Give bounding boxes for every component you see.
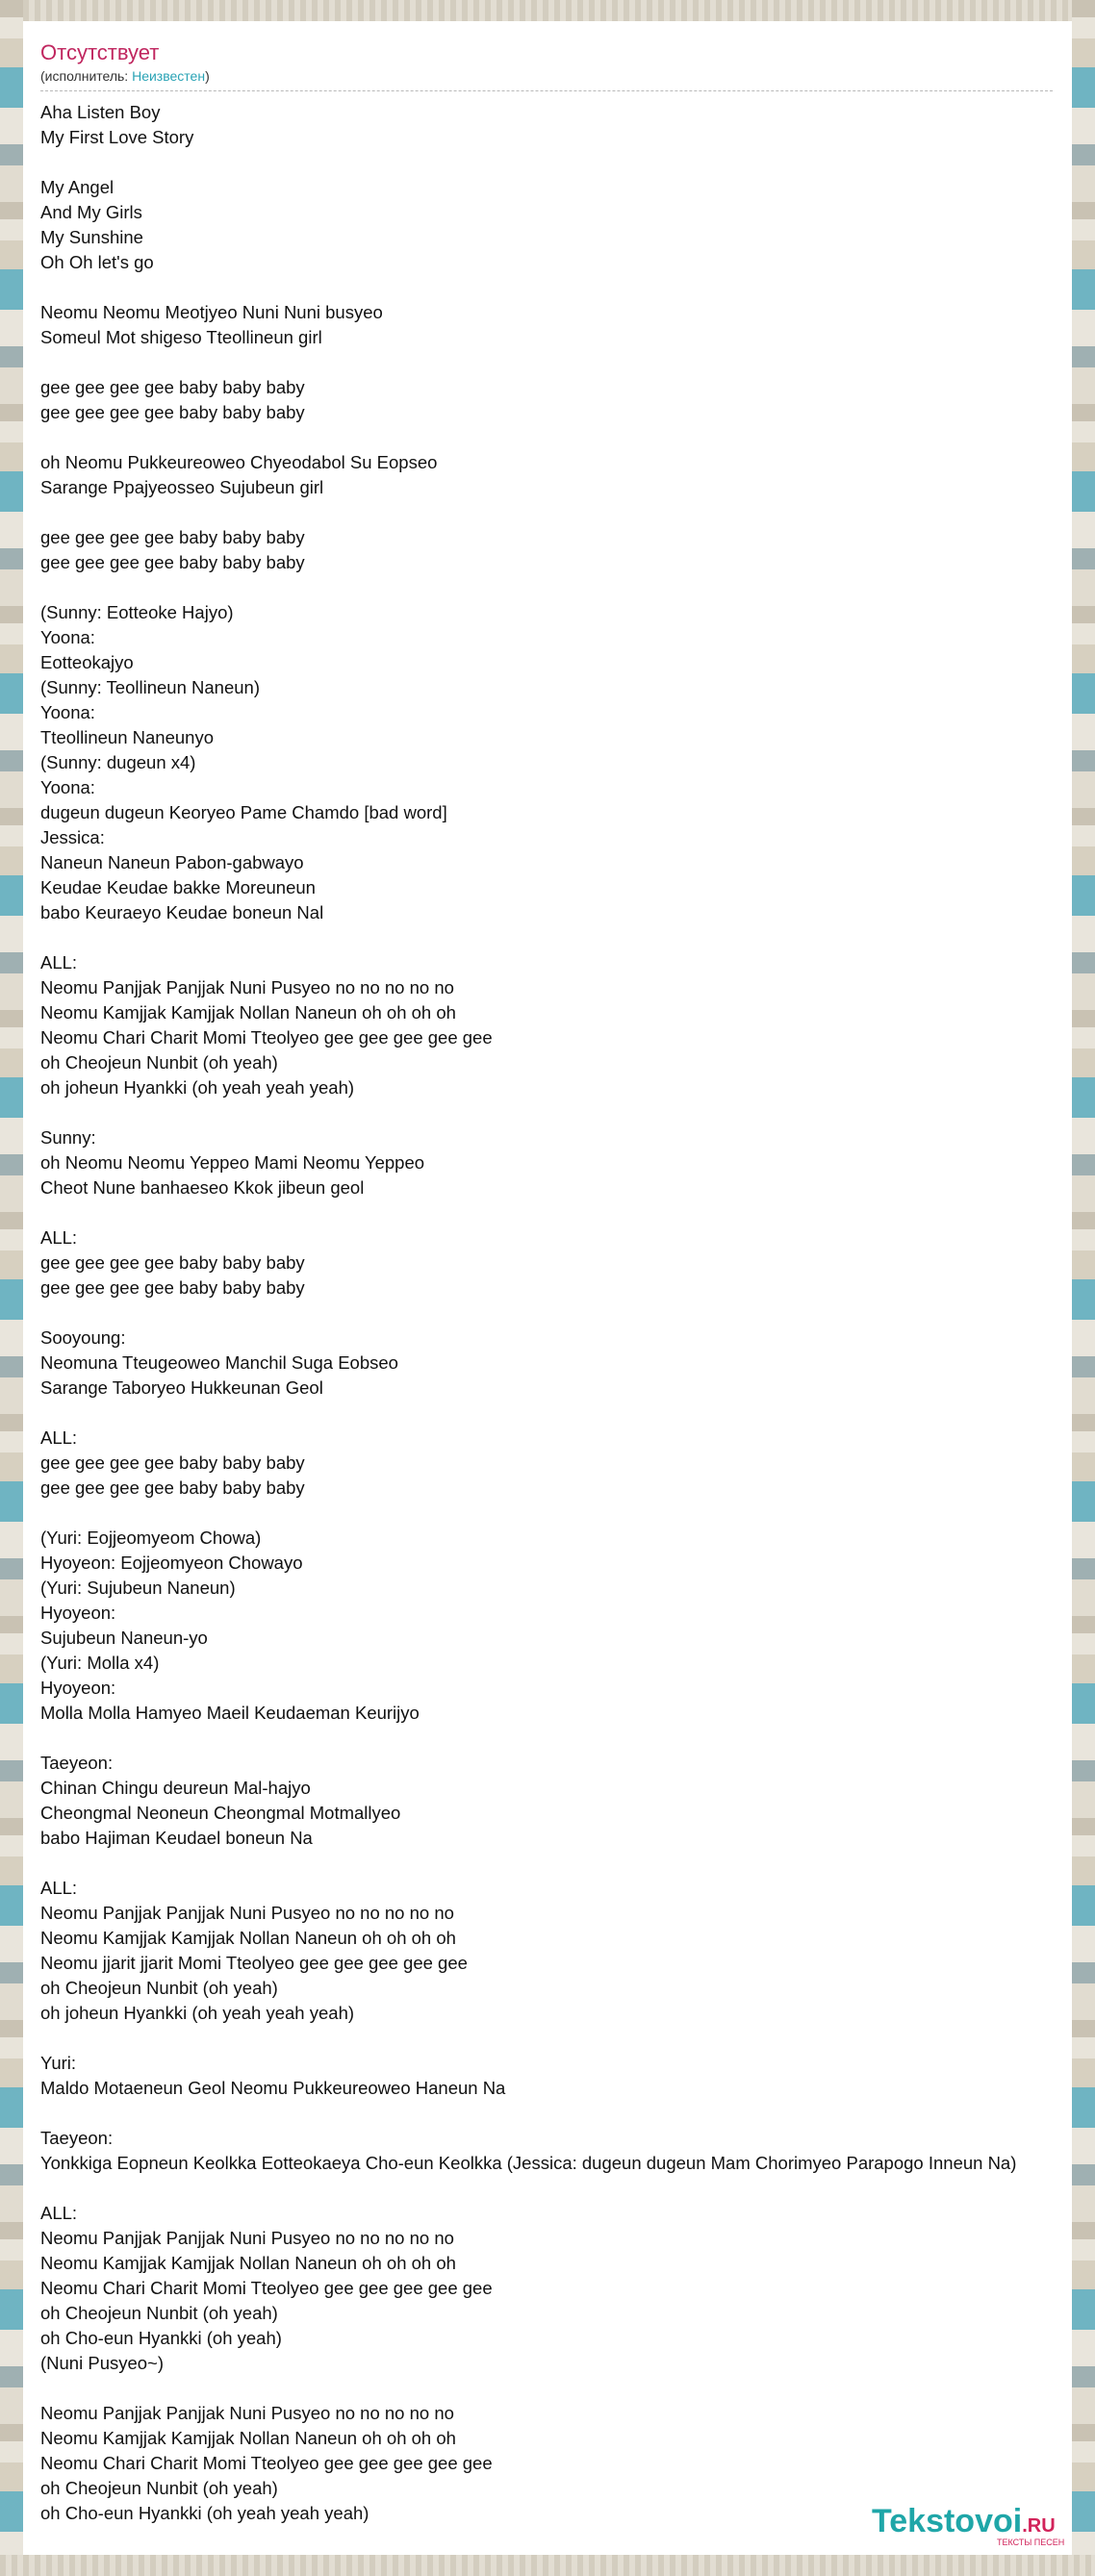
lyrics-line: Maldo Motaeneun Geol Neomu Pukkeureoweo Haneun Na [40,2078,506,2098]
lyrics-line: oh joheun Hyankki (oh yeah yeah yeah) [40,2003,355,2023]
lyrics-line: Cheot Nune banhaeseo Kkok jibeun geol [40,1177,365,1198]
lyrics-blank-line [40,2026,1095,2051]
lyrics-line: Taeyeon: [40,1753,114,1773]
lyrics-line: oh Cho-eun Hyankki (oh yeah yeah yeah) [40,2503,369,2523]
lyrics-line: My First Love Story [40,127,194,147]
lyrics-line: gee gee gee gee baby baby baby [40,552,305,572]
lyrics-line: Sooyoung: [40,1327,126,1348]
lyrics-blank-line [40,1100,1095,1125]
lyrics-blank-line [40,425,1095,450]
lyrics-line: Yoona: [40,702,95,722]
lyrics-line: ALL: [40,1427,78,1448]
lyrics-line: dugeun dugeun Keoryeo Pame Chamdo [bad word] [40,802,447,822]
lyrics-line: Chinan Chingu deureun Mal-hajyo [40,1778,311,1798]
lyrics-line: Aha Listen Boy [40,102,161,122]
lyrics-line: Hyoyeon: [40,1678,116,1698]
lyrics-line: ALL: [40,1878,78,1898]
lyrics-line: Yoona: [40,777,95,797]
lyrics-line: oh Cheojeun Nunbit (oh yeah) [40,2303,278,2323]
lyrics-line: oh Neomu Neomu Yeppeo Mami Neomu Yeppeo [40,1152,425,1173]
song-title: Отсутствует [40,40,160,64]
lyrics-line: Neomu Neomu Meotjyeo Nuni Nuni busyeo [40,302,383,322]
lyrics-line: (Nuni Pusyeo~) [40,2353,165,2373]
lyrics-line: Naneun Naneun Pabon-gabwayo [40,852,304,872]
lyrics-line: Tteollineun Naneunyo [40,727,214,747]
lyrics-line: ALL: [40,2203,78,2223]
performer-line [40,67,1053,85]
lyrics-line: gee gee gee gee baby baby baby [40,1477,305,1498]
lyrics-line: Hyoyeon: Eojjeomyeon Chowayo [40,1553,303,1573]
logo-tagline: ТЕКСТЫ ПЕСЕН [997,2538,1065,2547]
lyrics-line: Yuri: [40,2053,77,2073]
lyrics-line: Neomu Kamjjak Kamjjak Nollan Naneun oh oh oh oh [40,2253,456,2273]
lyrics-line: Sunny: [40,1127,96,1148]
lyrics-line: (Sunny: Eotteoke Hajyo) [40,602,234,622]
lyrics-blank-line [40,350,1095,375]
lyrics-line: Sarange Ppajyeosseo Sujubeun girl [40,477,324,497]
lyrics-blank-line [40,1726,1095,1751]
lyrics-blank-line [40,275,1095,300]
lyrics-line: Taeyeon: [40,2128,114,2148]
lyrics-line: Neomu Chari Charit Momi Tteolyeo gee gee gee gee gee [40,1027,493,1048]
lyrics-line: (Yuri: Sujubeun Naneun) [40,1578,236,1598]
lyrics-blank-line [40,1301,1095,1326]
lyrics-blank-line [40,575,1095,600]
lyrics-line: babo Hajiman Keudael boneun Na [40,1828,313,1848]
lyrics-line: ALL: [40,1227,78,1248]
lyrics-blank-line [40,2101,1095,2126]
lyrics-line: Neomu Panjjak Panjjak Nuni Pusyeo no no no no no [40,977,454,998]
lyrics-line: oh Neomu Pukkeureoweo Chyeodabol Su Eopseo [40,452,438,472]
song-header [40,40,1053,91]
performer-link[interactable]: Неизвестен [132,68,206,84]
lyrics-blank-line [40,500,1095,525]
lyrics-line: Neomu Kamjjak Kamjjak Nollan Naneun oh oh oh oh [40,2428,456,2448]
lyrics-line: Neomu jjarit jjarit Momi Tteolyeo gee gee gee gee gee [40,1953,468,1973]
lyrics-blank-line [40,925,1095,950]
performer-suffix: ) [205,68,210,84]
lyrics-line: Neomu Panjjak Panjjak Nuni Pusyeo no no no no no [40,1903,454,1923]
lyrics-line: oh Cho-eun Hyankki (oh yeah) [40,2328,282,2348]
left-stripe-decoration [0,0,23,2576]
lyrics-line: gee gee gee gee baby baby baby [40,1277,305,1298]
lyrics-line: gee gee gee gee baby baby baby [40,1252,305,1273]
lyrics-line: Hyoyeon: [40,1603,116,1623]
lyrics-line: babo Keuraeyo Keudae boneun Nal [40,902,324,922]
lyrics-line: My Angel [40,177,115,197]
lyrics-line: gee gee gee gee baby baby baby [40,527,305,547]
lyrics-line: Someul Mot shigeso Tteollineun girl [40,327,322,347]
lyrics-blank-line [40,1401,1095,1426]
lyrics-line: oh Cheojeun Nunbit (oh yeah) [40,2478,278,2498]
lyrics-line: gee gee gee gee baby baby baby [40,1452,305,1473]
lyrics-line: Eotteokajyo [40,652,134,672]
lyrics-line: Oh Oh let's go [40,252,154,272]
bottom-border [0,2555,1095,2576]
tekstovoi-logo[interactable] [872,2503,1083,2549]
lyrics-line: oh joheun Hyankki (oh yeah yeah yeah) [40,1077,355,1098]
lyrics-line: Neomu Chari Charit Momi Tteolyeo gee gee gee gee gee [40,2278,493,2298]
lyrics-line: (Sunny: Teollineun Naneun) [40,677,260,697]
lyrics-line: (Sunny: dugeun x4) [40,752,196,772]
lyrics-line: Neomu Panjjak Panjjak Nuni Pusyeo no no no no no [40,2403,454,2423]
lyrics-page [23,21,1072,2555]
lyrics-line: oh Cheojeun Nunbit (oh yeah) [40,1052,278,1073]
lyrics-line: Neomu Chari Charit Momi Tteolyeo gee gee gee gee gee [40,2453,493,2473]
lyrics-line: (Yuri: Eojjeomyeom Chowa) [40,1528,262,1548]
lyrics-line: Sujubeun Naneun-yo [40,1628,208,1648]
lyrics-line: gee gee gee gee baby baby baby [40,402,305,422]
lyrics-blank-line [40,1200,1095,1225]
lyrics-blank-line [40,150,1095,175]
lyrics-line: Sarange Taboryeo Hukkeunan Geol [40,1377,323,1398]
logo-tld: .RU [1022,2515,1056,2537]
lyrics-line: Yonkkiga Eopneun Keolkka Eotteokaeya Cho-eun Keolkka (Jessica: dugeun dugeun Mam Chorimyeo Parapogo Inneun Na) [40,2153,1017,2173]
lyrics-line: My Sunshine [40,227,143,247]
lyrics-line: ALL: [40,952,78,972]
lyrics-line: Molla Molla Hamyeo Maeil Keudaeman Keurijyo [40,1703,420,1723]
lyrics-line: Neomu Kamjjak Kamjjak Nollan Naneun oh oh oh oh [40,1928,456,1948]
lyrics-line: oh Cheojeun Nunbit (oh yeah) [40,1978,278,1998]
performer-prefix: (исполнитель: [40,68,133,84]
lyrics-text [40,100,1095,2526]
lyrics-line: Neomu Panjjak Panjjak Nuni Pusyeo no no no no no [40,2228,454,2248]
lyrics-blank-line [40,1851,1095,1876]
lyrics-line: And My Girls [40,202,142,222]
lyrics-line: Keudae Keudae bakke Moreuneun [40,877,316,897]
lyrics-line: Cheongmal Neoneun Cheongmal Motmallyeo [40,1803,401,1823]
lyrics-blank-line [40,1501,1095,1526]
logo-wordmark: Tekstovoi [872,2503,1023,2539]
lyrics-blank-line [40,2176,1095,2201]
lyrics-line: Neomu Kamjjak Kamjjak Nollan Naneun oh oh oh oh [40,1002,456,1023]
lyrics-line: Yoona: [40,627,95,647]
lyrics-line: Jessica: [40,827,105,847]
lyrics-line: Neomuna Tteugeoweo Manchil Suga Eobseo [40,1352,398,1373]
lyrics-line: (Yuri: Molla x4) [40,1653,160,1673]
lyrics-line: gee gee gee gee baby baby baby [40,377,305,397]
top-border [0,0,1095,21]
lyrics-blank-line [40,2376,1095,2401]
